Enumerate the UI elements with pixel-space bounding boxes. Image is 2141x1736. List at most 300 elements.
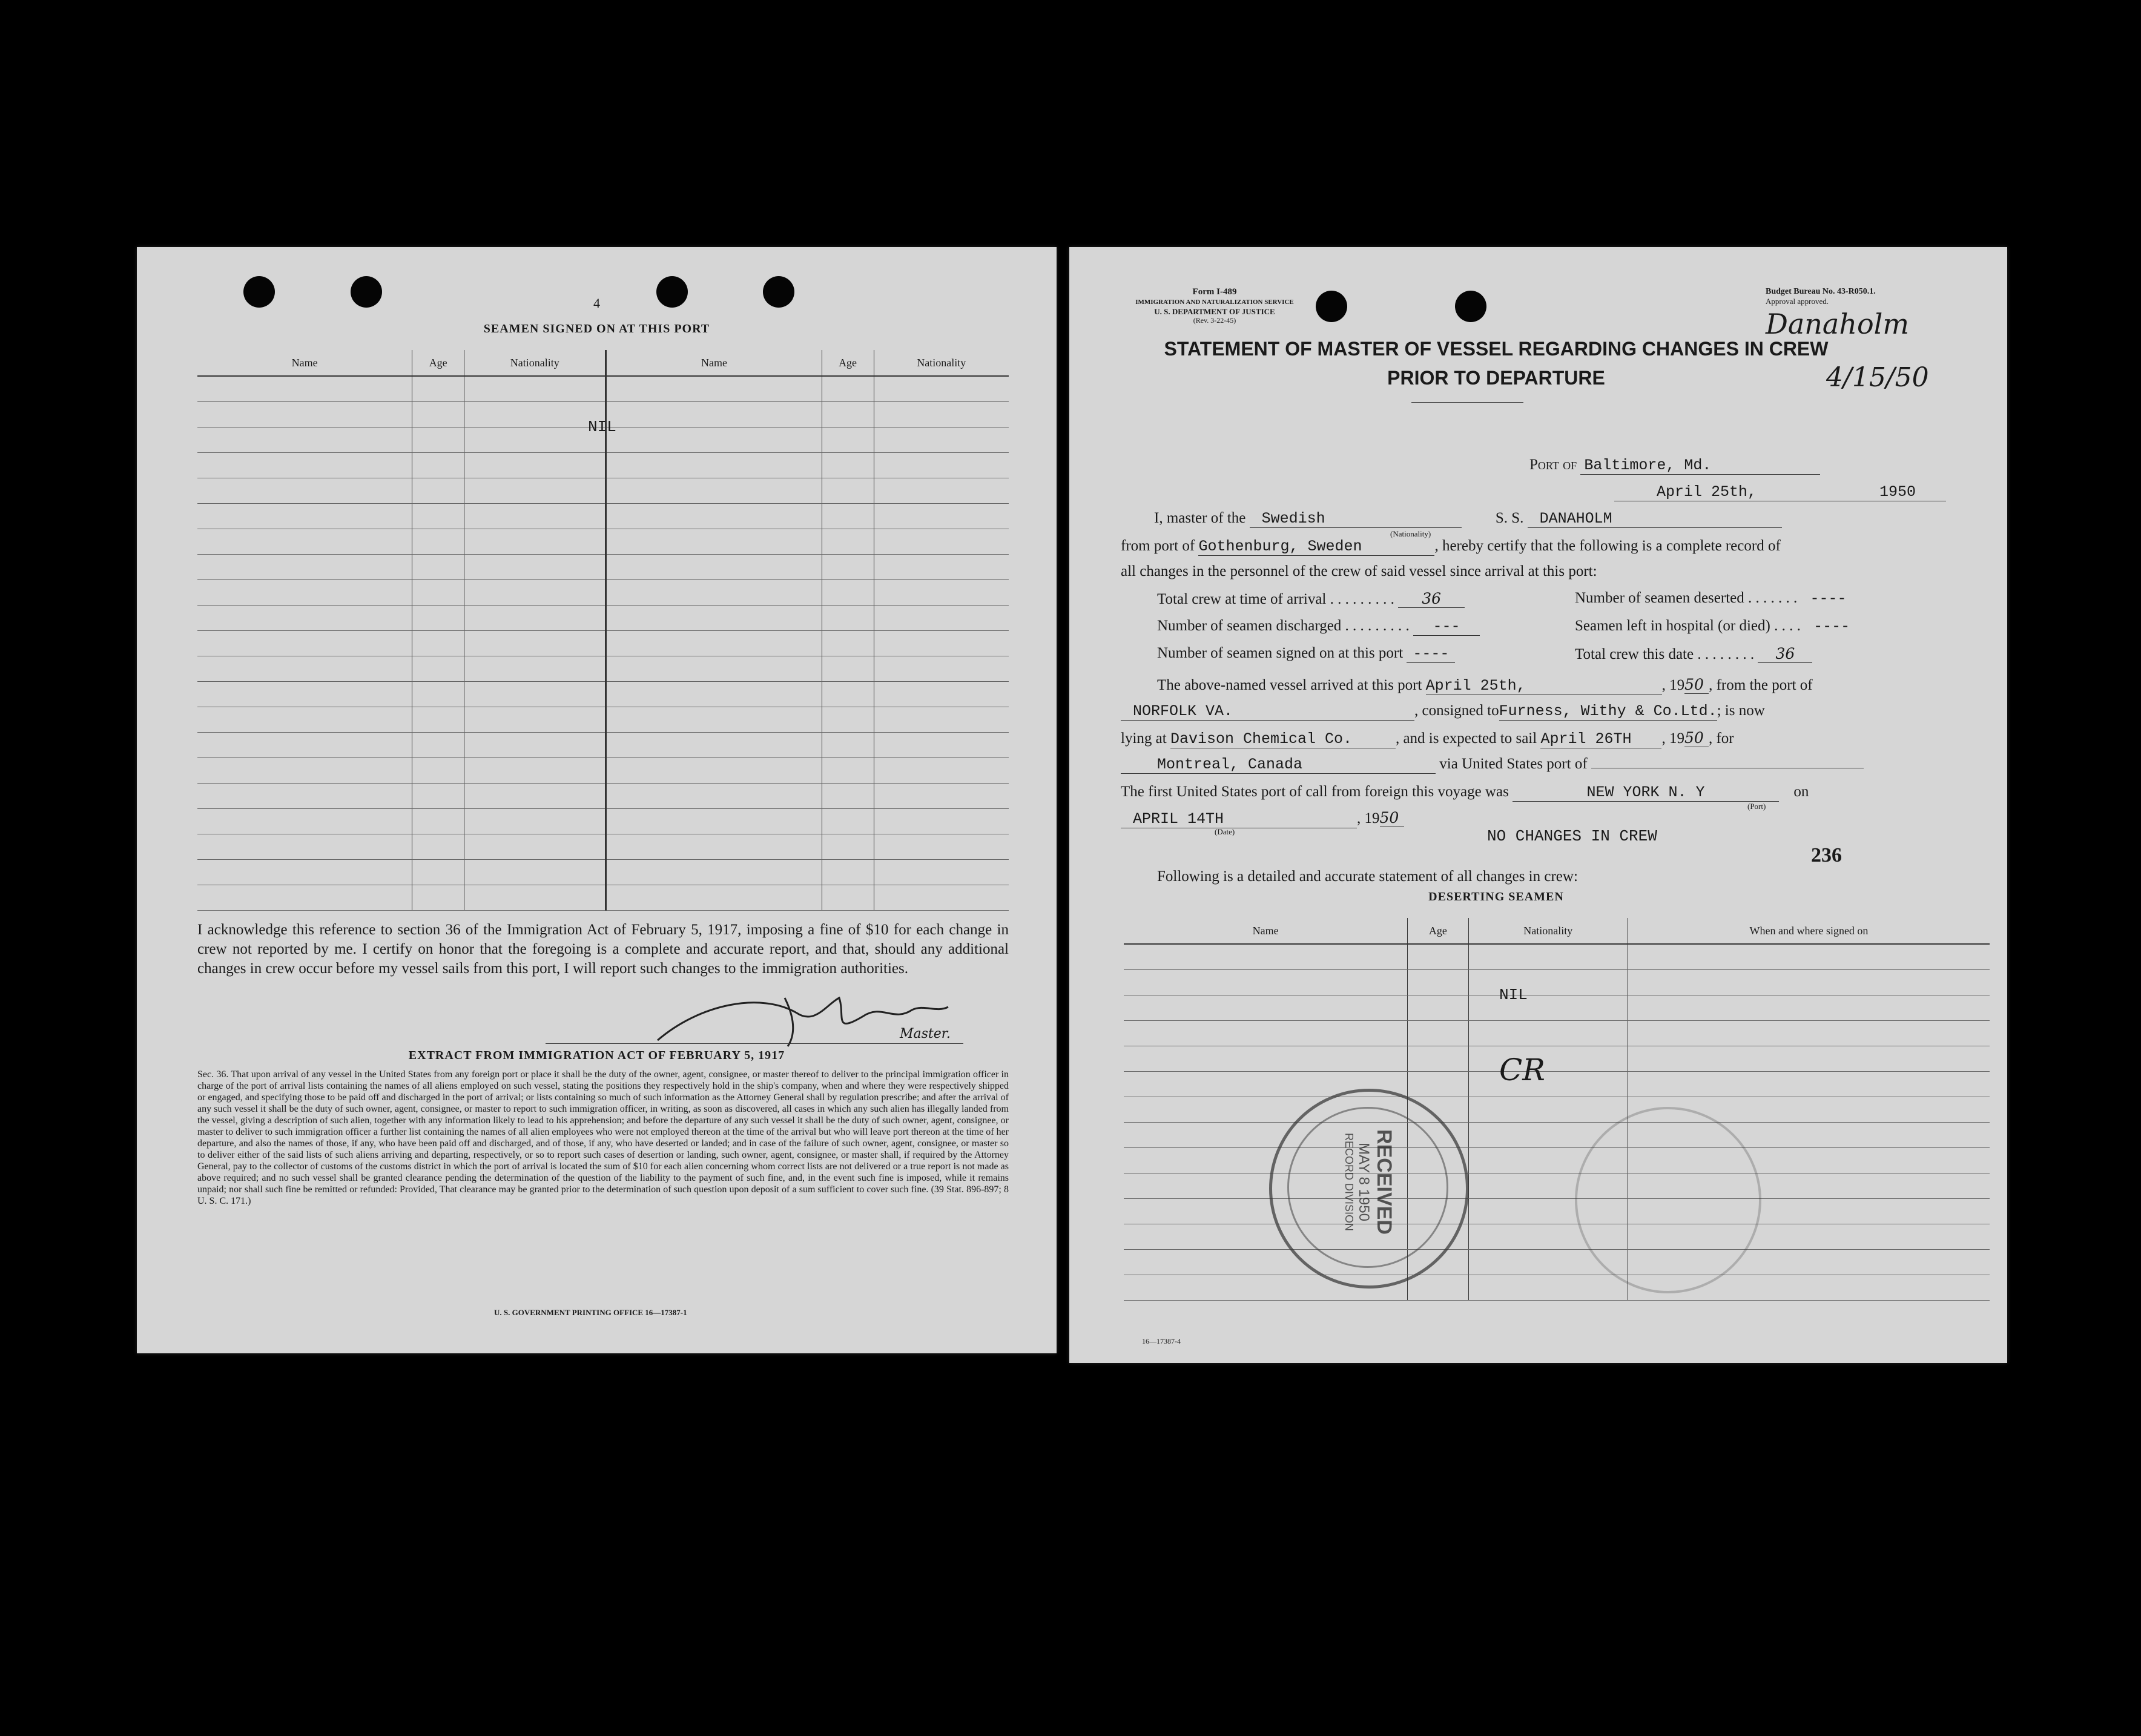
- table-row: [197, 631, 1009, 656]
- nationality-caption: (Nationality): [1390, 529, 1431, 538]
- table-cell: [606, 758, 822, 784]
- col-name: Name: [606, 350, 822, 376]
- total-crew-date-label: Total crew this date . . . . . . . .: [1575, 646, 1755, 662]
- expected-label: , and is expected to sail: [1395, 730, 1537, 747]
- table-row: [1124, 970, 1990, 995]
- table-cell: [412, 478, 464, 504]
- table-cell: [1408, 995, 1468, 1021]
- date-value: April 25th,: [1614, 483, 1875, 501]
- table-cell: [464, 885, 606, 911]
- table-row: [1124, 1072, 1990, 1097]
- total-crew-arrival-row: [1157, 590, 1465, 608]
- nil-note: NIL: [588, 418, 616, 436]
- total-crew-arrival-value: 36: [1398, 590, 1465, 608]
- first-port-row: [1121, 784, 1809, 802]
- table-cell: [1124, 995, 1408, 1021]
- table-cell: [197, 555, 412, 580]
- first-port-year-prefix: , 19: [1357, 810, 1380, 827]
- ss-label: S. S.: [1495, 510, 1524, 526]
- table-row: [1124, 1046, 1990, 1072]
- table-cell: [822, 733, 874, 758]
- discharged-label: Number of seamen discharged . . . . . . . . .: [1157, 618, 1410, 634]
- table-cell: [464, 682, 606, 707]
- table-cell: [606, 580, 822, 606]
- table-cell: [412, 376, 464, 402]
- table-row: [1124, 1173, 1990, 1199]
- table-row: [197, 606, 1009, 631]
- table-cell: [197, 860, 412, 885]
- col-when-where: When and where signed on: [1628, 918, 1990, 944]
- col-name: Name: [197, 350, 412, 376]
- table-cell: [197, 834, 412, 860]
- table-cell: [1468, 1046, 1628, 1072]
- table-cell: [606, 656, 822, 682]
- seamen-signed-title: SEAMEN SIGNED ON AT THIS PORT: [483, 322, 710, 335]
- table-cell: [822, 376, 874, 402]
- table-row: [197, 453, 1009, 478]
- table-cell: [874, 478, 1009, 504]
- table-cell: [412, 402, 464, 427]
- table-cell: [1468, 1097, 1628, 1123]
- first-port-year: 50: [1380, 809, 1404, 827]
- table-cell: [412, 834, 464, 860]
- col-nationality: Nationality: [1468, 918, 1628, 944]
- col-nationality: Nationality: [874, 350, 1009, 376]
- table-cell: [412, 784, 464, 809]
- table-cell: [464, 606, 606, 631]
- table-cell: [822, 707, 874, 733]
- table-cell: [412, 580, 464, 606]
- date-row: [1614, 483, 1946, 501]
- punch-hole: [1455, 291, 1486, 322]
- table-cell: [412, 529, 464, 555]
- table-cell: [464, 529, 606, 555]
- no-changes-note: NO CHANGES IN CREW: [1487, 827, 1657, 845]
- table-cell: [1628, 1046, 1990, 1072]
- table-cell: [874, 580, 1009, 606]
- table-cell: [412, 860, 464, 885]
- revision: (Rev. 3-22-45): [1193, 316, 1236, 325]
- form-title-line-2: PRIOR TO DEPARTURE: [1387, 367, 1605, 389]
- table-cell: [1468, 970, 1628, 995]
- table-cell: [197, 631, 412, 656]
- master-signature: [645, 980, 960, 1052]
- table-cell: [197, 478, 412, 504]
- stamp-date: MAY 8 1950: [1356, 1143, 1372, 1221]
- table-cell: [822, 427, 874, 453]
- table-cell: [412, 656, 464, 682]
- for-label: , for: [1708, 730, 1734, 747]
- deserting-seamen-table: [1124, 918, 1990, 1301]
- first-port-date: APRIL 14TH: [1121, 810, 1357, 828]
- table-cell: [874, 860, 1009, 885]
- table-row: [1124, 995, 1990, 1021]
- faint-stamp: [1575, 1107, 1761, 1293]
- title-rule: [1411, 402, 1523, 403]
- table-row: [1124, 944, 1990, 970]
- table-cell: [874, 733, 1009, 758]
- table-cell: [874, 376, 1009, 402]
- signature-line: [546, 1043, 963, 1044]
- signed-on-row: [1157, 645, 1455, 663]
- table-cell: [874, 682, 1009, 707]
- from-port-of-label: , from the port of: [1709, 677, 1813, 693]
- table-cell: [874, 885, 1009, 911]
- table-cell: [606, 885, 822, 911]
- table-cell: [1408, 1021, 1468, 1046]
- table-row: [197, 733, 1009, 758]
- table-row: [197, 529, 1009, 555]
- table-cell: [822, 682, 874, 707]
- table-cell: [412, 682, 464, 707]
- table-cell: [874, 809, 1009, 834]
- table-row: [197, 860, 1009, 885]
- port-of-row: [1529, 457, 1820, 475]
- table-cell: [874, 834, 1009, 860]
- table-row: [197, 834, 1009, 860]
- table-cell: [412, 555, 464, 580]
- total-crew-date-value: 36: [1758, 645, 1812, 663]
- table-row: [197, 478, 1009, 504]
- table-cell: [822, 580, 874, 606]
- table-row: [197, 682, 1009, 707]
- table-cell: [464, 784, 606, 809]
- table-cell: [197, 707, 412, 733]
- signed-on-label: Number of seamen signed on at this port: [1157, 645, 1404, 661]
- table-cell: [197, 453, 412, 478]
- handwritten-initials: CR: [1499, 1052, 1545, 1087]
- table-cell: [1408, 1275, 1468, 1301]
- table-cell: [197, 733, 412, 758]
- port-caption: (Port): [1747, 802, 1766, 811]
- stamp-center: [1342, 1085, 1396, 1279]
- received-stamp: [1269, 1089, 1469, 1289]
- table-row: [197, 656, 1009, 682]
- table-cell: [412, 758, 464, 784]
- table-cell: [1628, 995, 1990, 1021]
- table-cell: [412, 631, 464, 656]
- form-title-line-1: STATEMENT OF MASTER OF VESSEL REGARDING CHANGES IN CREW: [1164, 338, 1829, 360]
- table-cell: [822, 631, 874, 656]
- table-cell: [874, 707, 1009, 733]
- table-cell: [197, 504, 412, 529]
- form-number: Form I-489: [1192, 287, 1237, 297]
- year-value: 1950: [1875, 483, 1946, 501]
- table-cell: [464, 504, 606, 529]
- date-caption: (Date): [1215, 827, 1235, 836]
- hospital-value: ----: [1813, 618, 1850, 635]
- right-page: [1069, 247, 2007, 1363]
- agency-line-1: IMMIGRATION AND NATURALIZATION SERVICE: [1135, 299, 1294, 306]
- table-cell: [464, 656, 606, 682]
- table-cell: [606, 453, 822, 478]
- table-cell: [464, 580, 606, 606]
- table-cell: [464, 453, 606, 478]
- total-crew-arrival-label: Total crew at time of arrival . . . . . . . . .: [1157, 591, 1394, 607]
- table-cell: [874, 555, 1009, 580]
- col-age: Age: [1408, 918, 1468, 944]
- table-row: [197, 376, 1009, 402]
- table-cell: [1408, 944, 1468, 970]
- table-cell: [874, 504, 1009, 529]
- stamp-received: RECEIVED: [1373, 1129, 1396, 1235]
- table-cell: [606, 402, 822, 427]
- table-row: [1124, 1123, 1990, 1148]
- punch-hole: [1316, 291, 1347, 322]
- arrived-year-prefix: , 19: [1661, 677, 1685, 693]
- table-row: [1124, 1275, 1990, 1301]
- col-name: Name: [1124, 918, 1408, 944]
- table-cell: [1628, 944, 1990, 970]
- arrived-year: 50: [1684, 676, 1709, 694]
- table-cell: [1628, 1072, 1990, 1097]
- table-cell: [1408, 1072, 1468, 1097]
- table-cell: [606, 809, 822, 834]
- table-cell: [1468, 1275, 1628, 1301]
- table-cell: [822, 834, 874, 860]
- table-cell: [464, 376, 606, 402]
- table-cell: [822, 478, 874, 504]
- table-cell: [412, 606, 464, 631]
- table-cell: [1124, 1046, 1408, 1072]
- table-cell: [412, 707, 464, 733]
- table-cell: [822, 606, 874, 631]
- table-cell: [874, 758, 1009, 784]
- table-cell: [606, 682, 822, 707]
- left-page: [137, 247, 1057, 1353]
- table-cell: [606, 555, 822, 580]
- table-row: [197, 504, 1009, 529]
- deserted-row: [1575, 590, 1856, 607]
- table-cell: [822, 453, 874, 478]
- table-cell: [606, 707, 822, 733]
- table-row: [197, 555, 1009, 580]
- table-cell: [412, 427, 464, 453]
- table-cell: [197, 376, 412, 402]
- table-cell: [412, 733, 464, 758]
- table-cell: [822, 555, 874, 580]
- handwritten-date: 4/15/50: [1826, 362, 1929, 393]
- table-cell: [606, 784, 822, 809]
- table-cell: [197, 885, 412, 911]
- col-age: Age: [412, 350, 464, 376]
- table-cell: [464, 707, 606, 733]
- table-cell: [464, 555, 606, 580]
- signed-on-value: ----: [1407, 645, 1455, 663]
- table-row: [1124, 1148, 1990, 1173]
- table-cell: [464, 478, 606, 504]
- table-cell: [464, 860, 606, 885]
- agency-line-2: U. S. DEPARTMENT OF JUSTICE: [1154, 307, 1275, 316]
- certify-text: , hereby certify that the following is a complete record of: [1434, 538, 1781, 554]
- table-cell: [822, 402, 874, 427]
- via-label: via United States port of: [1439, 756, 1588, 772]
- arrived-date: April 25th,: [1426, 677, 1662, 695]
- arrived-row: [1157, 676, 1813, 695]
- extract-title: EXTRACT FROM IMMIGRATION ACT OF FEBRUARY 5, 1917: [408, 1049, 785, 1062]
- table-cell: [822, 809, 874, 834]
- table-cell: [197, 402, 412, 427]
- nationality-value: Swedish: [1250, 510, 1462, 528]
- sail-year-prefix: , 19: [1661, 730, 1684, 747]
- table-cell: [606, 834, 822, 860]
- table-cell: [197, 580, 412, 606]
- table-cell: [412, 453, 464, 478]
- table-cell: [822, 784, 874, 809]
- handwritten-ship-name: Danaholm: [1766, 308, 1910, 340]
- table-cell: [1468, 995, 1628, 1021]
- table-cell: [606, 376, 822, 402]
- table-cell: [606, 606, 822, 631]
- consignee-value: Furness, Withy & Co.Ltd.: [1499, 702, 1717, 720]
- reference-number: 236: [1811, 844, 1842, 866]
- first-port-value: NEW YORK N. Y: [1513, 784, 1779, 802]
- master-label: Master.: [900, 1026, 951, 1041]
- arrived-label: The above-named vessel arrived at this port: [1157, 677, 1422, 693]
- lying-at-label: lying at: [1121, 730, 1167, 747]
- table-cell: [1124, 944, 1408, 970]
- table-row: [197, 784, 1009, 809]
- table-cell: [197, 656, 412, 682]
- table-cell: [1124, 1021, 1408, 1046]
- table-cell: [874, 656, 1009, 682]
- sail-date-value: April 26TH: [1540, 730, 1661, 748]
- table-cell: [464, 427, 606, 453]
- port-of-label: Port of: [1529, 457, 1577, 473]
- consigned-label: , consigned to: [1414, 702, 1499, 719]
- table-row: [1124, 1097, 1990, 1123]
- table-row: [1124, 1199, 1990, 1224]
- prev-port-value: NORFOLK VA.: [1121, 702, 1414, 721]
- table-cell: [1408, 1046, 1468, 1072]
- table-row: [197, 885, 1009, 911]
- nil-note: NIL: [1499, 986, 1528, 1004]
- first-port-date-row: [1121, 809, 1404, 828]
- table-cell: [606, 631, 822, 656]
- consigned-row: [1121, 702, 1765, 721]
- table-cell: [197, 758, 412, 784]
- table-cell: [1408, 970, 1468, 995]
- approval: Approval approved.: [1766, 297, 1829, 306]
- table-cell: [1124, 970, 1408, 995]
- table-cell: [1468, 1072, 1628, 1097]
- from-port-row: [1121, 538, 1781, 556]
- printer-line: 16—17387-4: [1142, 1337, 1181, 1345]
- deserting-title: DESERTING SEAMEN: [1428, 890, 1564, 903]
- table-cell: [197, 606, 412, 631]
- hospital-row: [1575, 618, 1859, 635]
- table-cell: [606, 860, 822, 885]
- printer-line: U. S. GOVERNMENT PRINTING OFFICE 16—17387-1: [494, 1308, 687, 1317]
- port-of-value: Baltimore, Md.: [1580, 457, 1820, 475]
- extract-text: Sec. 36. That upon arrival of any vessel in the United States from any foreign port or place it shall be the duty of the owner, agent, consignee, or master thereof to deliver to the principal immigration officer in charge of the port of arrival lists containing the names of all aliens employed on such vessel, stating the positions they respectively hold in the ship's company, when and where they were respectively shipped or engaged, and specifying those to be paid off and discharged in the port of arrival; or lists containing so much of such information as the Attorney General shall by regulation prescribe; and after the arrival of any such vessel it shall be the duty of such owner, agent, consignee, or master to report to such immigration officer, in writing, as soon as discovered, all cases in which any such alien has illegally landed from the vessel, giving a description of such alien, together with any information likely to lead to his apprehension; and before the departure of any such vessel it shall be the duty of such owner, agent, consignee, or master to deliver to such immigration officer a further list containing the names of all alien employees who were not employed thereon at the time of the arrival but who will leave port thereon at the time of her departure, and also the names of those, if any, who have been paid off and discharged, and of those, if any, who have deserted or landed; and in case of the failure of such owner, agent, consignee, or master so to deliver either of the said lists of such aliens arriving and departing, respectively, or so to report such cases of desertion or landing, such owner, agent, consignee, or master shall, if required by the Attorney General, pay to the collector of customs of the customs district in which the port of arrival is located the sum of $10 for each alien concerning whom correct lists are not delivered or a true report is not made as above required; and no such vessel shall be granted clearance pending the determination of the question of the liability to the payment of such fine, and, in the event such fine is imposed, while it remains unpaid; nor shall such fine be remitted or refunded: Provided, That clearance may be granted prior to the determination of such question upon deposit of a sum sufficient to cover such fine. (39 Stat. 896-897; 8 U. S. C. 171.): [197, 1069, 1009, 1206]
- table-cell: [606, 529, 822, 555]
- table-row: [197, 758, 1009, 784]
- hospital-label: Seamen left in hospital (or died) . . . .: [1575, 618, 1801, 634]
- table-cell: [412, 809, 464, 834]
- table-cell: [197, 784, 412, 809]
- table-cell: [822, 656, 874, 682]
- table-cell: [1628, 1021, 1990, 1046]
- table-cell: [464, 809, 606, 834]
- table-row: [197, 707, 1009, 733]
- table-cell: [874, 606, 1009, 631]
- table-cell: [412, 504, 464, 529]
- destination-value: Montreal, Canada: [1121, 756, 1436, 774]
- page-number: 4: [593, 295, 600, 311]
- sail-year: 50: [1684, 729, 1709, 747]
- from-port-value: Gothenburg, Sweden: [1198, 538, 1434, 556]
- budget-bureau: Budget Bureau No. 43-R050.1.: [1766, 287, 1876, 296]
- table-cell: [606, 478, 822, 504]
- stamp-office: RECORD DIVISION: [1343, 1132, 1355, 1232]
- table-cell: [874, 529, 1009, 555]
- table-cell: [197, 682, 412, 707]
- table-cell: [197, 529, 412, 555]
- table-row: [1124, 1250, 1990, 1275]
- table-row: [197, 580, 1009, 606]
- table-cell: [464, 631, 606, 656]
- table-row: [197, 809, 1009, 834]
- lying-at-value: Davison Chemical Co.: [1170, 730, 1396, 748]
- table-cell: [197, 809, 412, 834]
- master-of-row: [1154, 510, 1782, 528]
- deserted-label: Number of seamen deserted . . . . . . .: [1575, 590, 1798, 606]
- acknowledgment-text: I acknowledge this reference to section 36 of the Immigration Act of February 5, 1917, imposing a fine of $10 for each change in crew not reported by me. I certify on honor that the foregoing is a complete and accurate report, and that, should any additional changes in crew occur before my vessel sails from this port, I will report such changes to the immigration authorities.: [197, 922, 1009, 977]
- table-cell: [874, 784, 1009, 809]
- table-cell: [1468, 944, 1628, 970]
- table-cell: [822, 885, 874, 911]
- from-port-label: from port of: [1121, 538, 1195, 554]
- master-of-label: I, master of the: [1154, 510, 1246, 526]
- table-cell: [464, 402, 606, 427]
- table-cell: [874, 453, 1009, 478]
- discharged-row: [1157, 618, 1480, 636]
- is-now-label: ; is now: [1717, 702, 1765, 719]
- table-cell: [464, 733, 606, 758]
- table-row: [1124, 1224, 1990, 1250]
- table-cell: [197, 427, 412, 453]
- first-port-label: The first United States port of call from foreign this voyage was: [1121, 784, 1509, 800]
- table-cell: [606, 733, 822, 758]
- ship-name-value: DANAHOLM: [1528, 510, 1782, 528]
- table-cell: [822, 860, 874, 885]
- table-cell: [822, 504, 874, 529]
- table-cell: [822, 529, 874, 555]
- col-age: Age: [822, 350, 874, 376]
- col-nationality: Nationality: [464, 350, 606, 376]
- lying-at-row: [1121, 729, 1734, 748]
- following-label: Following is a detailed and accurate statement of all changes in crew:: [1157, 868, 1578, 885]
- table-cell: [874, 631, 1009, 656]
- table-cell: [606, 427, 822, 453]
- table-row: [1124, 1021, 1990, 1046]
- deserted-value: ----: [1810, 590, 1847, 607]
- table-cell: [464, 758, 606, 784]
- table-cell: [464, 834, 606, 860]
- table-cell: [1628, 970, 1990, 995]
- table-cell: [874, 402, 1009, 427]
- table-cell: [822, 758, 874, 784]
- table-cell: [412, 885, 464, 911]
- table-cell: [874, 427, 1009, 453]
- table-cell: [1468, 1021, 1628, 1046]
- total-crew-date-row: [1575, 645, 1812, 663]
- on-label: on: [1793, 784, 1809, 800]
- table-cell: [606, 504, 822, 529]
- destination-row: [1121, 756, 1864, 774]
- discharged-value: ---: [1413, 618, 1480, 636]
